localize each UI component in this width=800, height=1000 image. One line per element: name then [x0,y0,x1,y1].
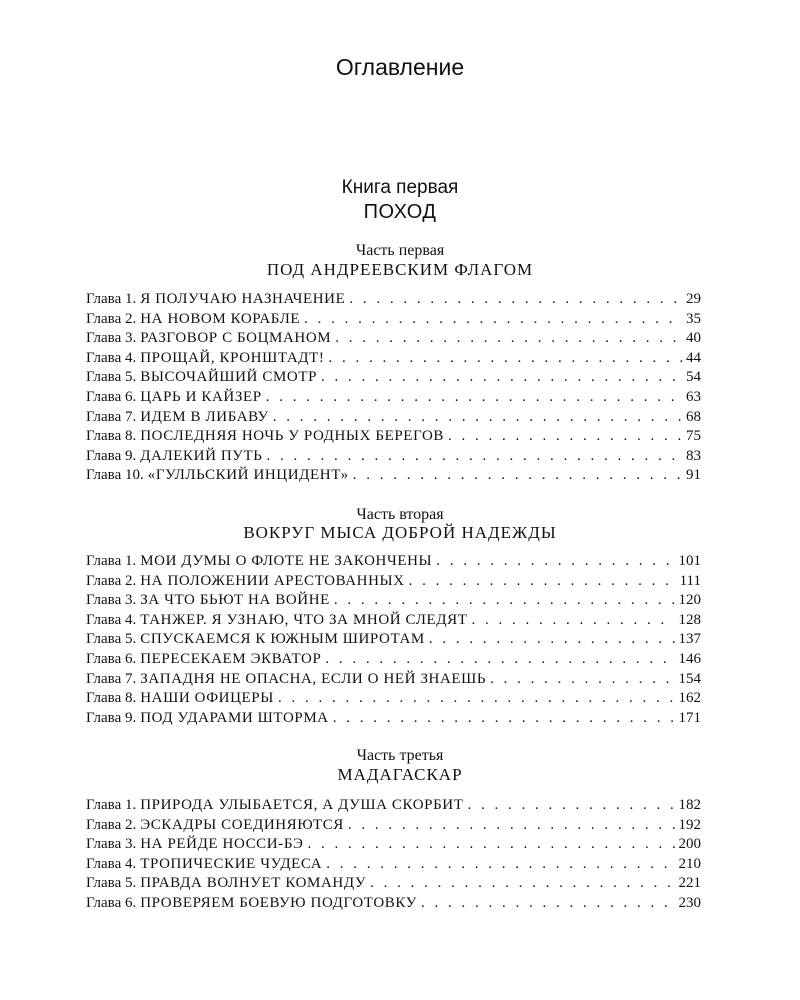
chapter-title: ТАНЖЕР. Я УЗНАЮ, ЧТО ЗА МНОЙ СЛЕДЯТ [140,611,468,628]
chapter-label: Глава 9. [86,447,137,464]
page-number: 221 [678,875,701,892]
chapter-title: «ГУЛЛЬСКИЙ ИНЦИДЕНТ» [147,467,349,484]
toc-entry [86,855,701,875]
chapter-label: Глава 3. [86,836,137,853]
chapter-title: ПРОЩАЙ, КРОНШТАДТ! [140,349,325,366]
chapter-label: Глава 5. [86,369,137,386]
chapter-label: Глава 7. [86,408,137,425]
chapter-label: Глава 4. [86,855,137,872]
page-number: 83 [686,447,701,464]
page-number: 200 [678,836,701,853]
page-number: 230 [678,894,701,911]
book-title: ПОХОД [363,201,437,223]
part-label: Часть третья [356,747,444,764]
part-title: ПОД АНДРЕЕВСКИМ ФЛАГОМ [266,260,534,279]
toc-entry [86,670,701,690]
toc-entry [86,796,701,816]
toc-entry [86,447,701,467]
toc-entry [86,552,701,572]
chapter-label: Глава 1. [86,291,137,307]
dot-leader [334,591,675,611]
dot-leader [325,650,674,670]
chapter-label: Глава 8. [86,690,137,707]
toc-entry [86,310,701,330]
toc-entry [86,816,701,836]
chapter-label: Глава 4. [86,349,137,366]
dot-leader [467,796,674,816]
page-number: 35 [686,310,701,327]
toc-entry [86,874,701,894]
chapter-label: Глава 1. [86,797,137,813]
toc-entry [86,290,701,310]
dot-leader [321,368,682,388]
page-number: 210 [678,855,701,872]
toc-entry [86,894,701,914]
part-title: ВОКРУГ МЫСА ДОБРОЙ НАДЕЖДЫ [243,523,557,542]
dot-leader [333,709,675,729]
dot-leader [436,552,674,572]
part-label: Часть первая [355,242,445,259]
chapter-label: Глава 1. [86,553,137,569]
toc-entry [86,329,701,349]
chapter-label: Глава 10. [86,467,144,484]
toc-list [86,290,701,486]
toc-entry [86,368,701,388]
page-number: 91 [686,467,701,484]
chapter-title: МОИ ДУМЫ О ФЛОТЕ НЕ ЗАКОНЧЕНЫ [140,553,433,569]
toc-entry [86,630,701,650]
page-number: 75 [686,428,701,445]
chapter-title: НАШИ ОФИЦЕРЫ [140,690,274,707]
chapter-title: НА РЕЙДЕ НОССИ-БЭ [140,836,304,853]
chapter-title: ЗАПАДНЯ НЕ ОПАСНА, ЕСЛИ О НЕЙ ЗНАЕШЬ [140,670,487,687]
page-number: 68 [686,408,701,425]
chapter-label: Глава 6. [86,388,137,405]
chapter-label: Глава 7. [86,670,137,687]
chapter-label: Глава 5. [86,631,137,648]
chapter-title: ПОД УДАРАМИ ШТОРМА [140,709,329,726]
chapter-title: ПРИРОДА УЛЫБАЕТСЯ, А ДУША СКОРБИТ [140,797,464,813]
chapter-title: ПРОВЕРЯЕМ БОЕВУЮ ПОДГОТОВКУ [140,894,417,911]
dot-leader [472,611,675,631]
toc-entry [86,408,701,428]
dot-leader [278,689,675,709]
chapter-title: Я ПОЛУЧАЮ НАЗНАЧЕНИЕ [140,291,346,307]
chapter-title: РАЗГОВОР С БОЦМАНОМ [140,330,332,347]
dot-leader [421,894,675,914]
page-number: 63 [686,388,701,405]
chapter-label: Глава 4. [86,611,137,628]
part-title: МАДАГАСКАР [337,765,463,784]
page-number: 111 [679,572,701,589]
chapter-title: НА ПОЛОЖЕНИИ АРЕСТОВАННЫХ [140,572,405,589]
chapter-label: Глава 2. [86,310,137,327]
dot-leader [304,310,682,330]
page-title: Оглавление [335,54,465,80]
page-number: 171 [678,709,701,726]
part-label: Часть вторая [356,506,444,523]
dot-leader [266,447,682,467]
chapter-title: ТРОПИЧЕСКИЕ ЧУДЕСА [140,855,323,872]
toc-entry [86,689,701,709]
chapter-label: Глава 2. [86,572,137,589]
dot-leader [490,670,674,690]
page-number: 192 [678,816,701,833]
dot-leader [348,816,675,836]
page-number: 44 [686,349,701,366]
chapter-title: ДАЛЕКИЙ ПУТЬ [140,447,263,464]
chapter-label: Глава 5. [86,875,137,892]
page-number: 40 [686,330,701,347]
page-number: 182 [678,797,701,813]
page-number: 120 [678,592,701,609]
chapter-label: Глава 8. [86,428,137,445]
chapter-label: Глава 3. [86,592,137,609]
dot-leader [329,349,683,369]
chapter-title: НА НОВОМ КОРАБЛЕ [140,310,301,327]
chapter-title: ЦАРЬ И КАЙЗЕР [140,388,262,405]
chapter-title: ПОСЛЕДНЯЯ НОЧЬ У РОДНЫХ БЕРЕГОВ [140,428,445,445]
chapter-title: ИДЕМ В ЛИБАВУ [140,408,269,425]
page-number: 146 [678,650,701,667]
chapter-label: Глава 6. [86,894,137,911]
page-number: 29 [686,291,701,307]
chapter-title: ВЫСОЧАЙШИЙ СМОТР [140,369,318,386]
dot-leader [266,388,682,408]
dot-leader [370,874,674,894]
toc-entry [86,427,701,447]
dot-leader [429,630,675,650]
chapter-label: Глава 3. [86,330,137,347]
dot-leader [308,835,675,855]
chapter-title: ПРАВДА ВОЛНУЕТ КОМАНДУ [140,875,367,892]
chapter-label: Глава 2. [86,816,137,833]
chapter-label: Глава 6. [86,650,137,667]
toc-entry [86,572,701,592]
page-number: 154 [678,670,701,687]
chapter-title: ЭСКАДРЫ СОЕДИНЯЮТСЯ [140,816,344,833]
page-number: 128 [678,611,701,628]
toc-entry [86,611,701,631]
chapter-title: ПЕРЕСЕКАЕМ ЭКВАТОР [140,650,322,667]
chapter-title: ЗА ЧТО БЬЮТ НА ВОЙНЕ [140,592,330,609]
dot-leader [448,427,682,447]
book-label: Книга первая [341,177,459,198]
page-number: 137 [678,631,701,648]
dot-leader [273,408,682,428]
chapter-label: Глава 9. [86,709,137,726]
toc-list [86,796,701,914]
toc-entry [86,650,701,670]
chapter-title: СПУСКАЕМСЯ К ЮЖНЫМ ШИРОТАМ [140,631,425,648]
page-number: 162 [678,690,701,707]
toc-entry [86,466,701,486]
toc-entry [86,709,701,729]
dot-leader [409,572,676,592]
dot-leader [349,290,682,310]
toc-list [86,552,701,728]
toc-entry [86,349,701,369]
dot-leader [335,329,682,349]
dot-leader [353,466,682,486]
page-number: 101 [678,553,701,569]
dot-leader [326,855,674,875]
toc-entry [86,591,701,611]
toc-entry [86,835,701,855]
toc-entry [86,388,701,408]
page-number: 54 [686,369,701,386]
